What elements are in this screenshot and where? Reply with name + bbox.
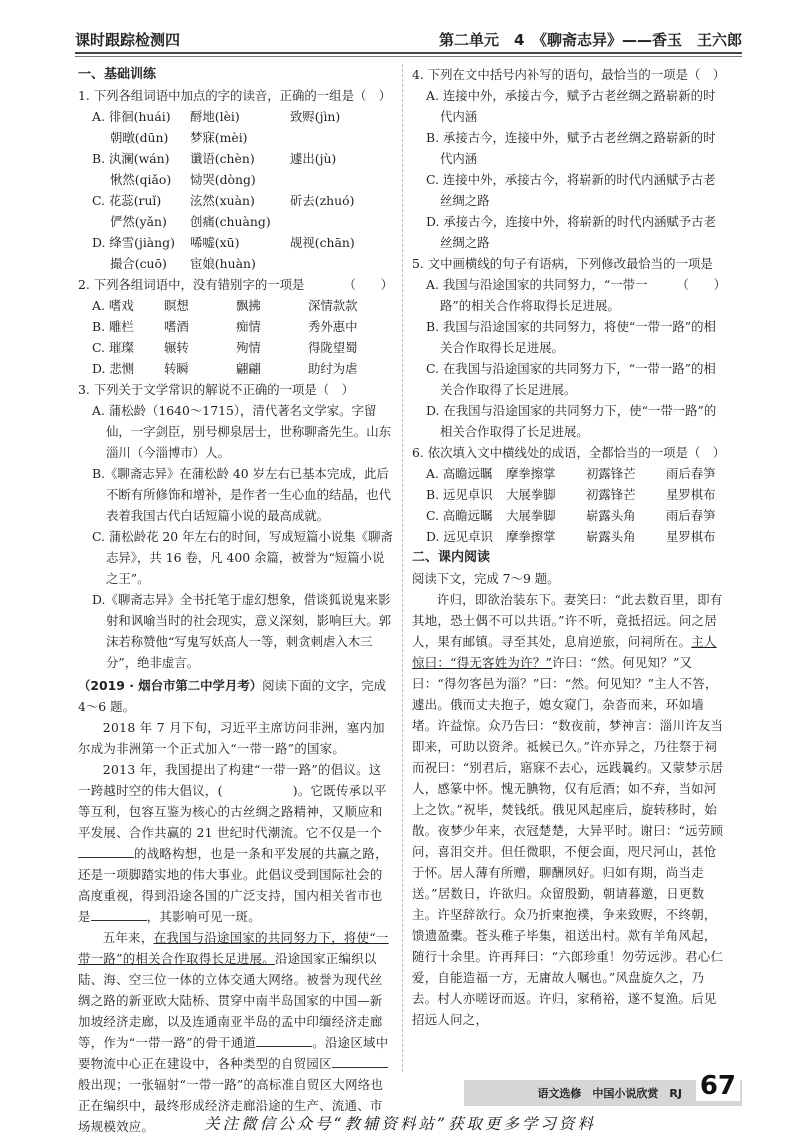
q3-opt-d: D.《聊斋志异》全书托笔于虚幻想象，借谈狐说鬼来影射和讽喻当时的社会现实，意义深刻，影响巨大。郭沫若称赞他“写鬼写妖高人一等，刺贪刺虐入木三分”，绝非虚言。 <box>92 592 391 670</box>
q2-c-1: C. 璀璨 <box>92 340 134 355</box>
q1-opt-a-4: 朝暾(dūn) <box>110 130 169 145</box>
question-1 <box>78 85 393 274</box>
q1-opt-b-4: 愀然(qiǎo) <box>110 172 172 187</box>
para-2-part-a: 2013 年，我国提出了构建“一带一路”的倡议。这一跨越时空的伟大倡议，( <box>78 762 382 798</box>
q6-stem: 6. 依次填入文中横线处的成语，全都恰当的一项是（ ） <box>412 445 726 460</box>
page-number: 67 <box>696 1071 740 1101</box>
q1-opt-c-5: 创痛(chuàng) <box>190 214 271 229</box>
q6-d-4: 星罗棋布 <box>666 529 716 544</box>
para-3-part-c: 。沿途区域中要物流中心正在建设中，各种类型的自贸园区 <box>78 1035 389 1071</box>
q1-opt-a-2: 酹地(lèi) <box>190 109 240 124</box>
handwritten-watermark: 关注微信公众号“教辅资料站”获取更多学习资料 <box>204 1115 596 1133</box>
header-rule <box>75 52 742 54</box>
page-header <box>75 22 742 50</box>
q2-c-2: 辗转 <box>164 340 189 355</box>
classical-text-underlined: 主人惊曰：“得无客姓为许？” <box>412 634 717 670</box>
q6-d-3: 崭露头角 <box>586 529 636 544</box>
question-5 <box>412 253 726 442</box>
q1-opt-b-3: 遽出(jù) <box>290 151 337 166</box>
passage-instruction: 阅读下面的文字，完成 4～6 题。 <box>78 678 387 714</box>
passage-para-1: 2018 年 7 月下旬，习近平主席访问非洲，塞内加尔成为非洲第一个正式加入“一带一路”的国家。 <box>78 720 385 756</box>
classical-text <box>412 589 726 1030</box>
q6-c-3: 崭露头角 <box>586 508 636 523</box>
footer-book-title: 语文选修 中国小说欣赏 RJ <box>537 1087 682 1100</box>
q6-c-2: 大展拳脚 <box>506 508 556 523</box>
q5-stem-line <box>412 253 726 292</box>
q1-opt-c-2: 泫然(xuàn) <box>190 193 255 208</box>
right-column <box>412 64 726 1030</box>
q6-a-3: 初露锋芒 <box>586 466 636 481</box>
q6-b-4: 星罗棋布 <box>666 487 716 502</box>
para-2-part-d: ，其影响可见一斑。 <box>146 909 261 924</box>
question-4 <box>412 64 726 253</box>
q4-opt-b: B. 承接古今，连接中外，赋予古老丝绸之路崭新的时代内涵 <box>426 130 716 166</box>
para-3-part-a: 五年来， <box>102 930 154 945</box>
classical-text-part-1: 许归，即欲治装东下。妻笑曰：“此去数百里，即有其地，恐土偶不可以共语。”许不听，竟抵招远。问之居人，果有邮镇。寻至其处，息肩逆旅，问祠所在。 <box>412 592 723 649</box>
q2-stem-line <box>78 274 393 295</box>
q3-opt-b: B.《聊斋志异》在蒲松龄 40 岁左右已基本完成，此后不断有所修饰和增补，是作者一生心血的结晶，也代表着我国古代白话短篇小说的最高成就。 <box>92 466 391 523</box>
q2-c-3: 殉情 <box>236 340 261 355</box>
blank-4 <box>332 1055 388 1068</box>
q6-c-4: 雨后春笋 <box>666 508 716 523</box>
section-in-class-reading: 二、课内阅读 <box>412 550 491 565</box>
q1-opt-b-1: B. 汍澜(wán) <box>92 151 170 166</box>
blank-2 <box>91 908 147 921</box>
q3-stem: 3. 下列关于文学常识的解说不正确的一项是（ ） <box>78 382 354 397</box>
q2-a-4: 深情款款 <box>308 298 358 313</box>
header-left-title: 课时跟踪检测四 <box>75 31 181 49</box>
column-divider <box>402 64 403 1072</box>
q1-opt-b-2: 谶语(chèn) <box>190 151 255 166</box>
q4-stem: 4. 下列在文中括号内补写的语句，最恰当的一项是（ ） <box>412 67 726 82</box>
q1-opt-c-3: 斫去(zhuó) <box>290 193 355 208</box>
para-2-part-b: )。它既传承以平等互利，包容互鉴为核心的古丝绸之路精神，又顺应和平发展、合作共赢的 21 世纪时代潮流。它不仅是一个 <box>78 783 387 840</box>
q1-opt-d-4: 撮合(cuō) <box>110 256 167 271</box>
classical-text-part-2: 许曰：“然。何见知？”又曰：“得勿客邑为淄？”曰：“然。何见知？”主人不答，遽出。俄而丈夫抱子，媳女窥门，杂沓而来，环如墙堵。许益惊。众乃告曰：“数夜前，梦神言：淄川许友当即来，可助以资斧。祗候已久。”许亦异之，乃往祭于祠而祝曰：“别君后，寤寐不去心，远践曩约。又蒙梦示居人，感篆中怀。愧无腆物，仅有卮酒；如不弃，当如河上之饮。”祝毕，焚钱纸。俄见风起座后，旋转移时，始散。夜梦少年来，衣冠楚楚，大异平时。谢曰：“远劳顾问，喜泪交并。但任微职，不便会面，咫尺河山，甚怆于怀。居人薄有所赠，聊酬夙好。归如有期，尚当走送。”居数日，许欲归。众留殷勤，朝请暮邀，日更数主。许坚辞欲行。众乃折柬抱襆，争来致赆，不终朝，馈遗盈橐。苍头稚子毕集，祖送出村。欻有羊角风起，随行十余里。许再拜曰：“六郎珍重！勿劳远涉。君心仁爱，自能造福一方，无庸故人嘱也。”风盘旋久之，乃去。村人亦嗟讶而返。许归，家稍裕，遂不复渔。后见招远人问之， <box>412 655 724 1027</box>
q6-d-2: 摩拳擦掌 <box>506 529 556 544</box>
passage-source-line <box>78 675 393 717</box>
q5-opt-b: B. 我国与沿途国家的共同努力，将使“一带一路”的相关合作取得长足进展。 <box>426 319 716 355</box>
para-3-part-b: 沿途国家正编织以陆、海、空三位一体的立体交通大网络。被誉为现代丝绸之路的新亚欧大陆桥、贯穿中南半岛国家的中国—新加坡经济走廊，以及连通南亚半岛的孟中印缅经济走廊等，作为“一带一路”的骨干通道 <box>78 951 383 1050</box>
q2-c-4: 得陇望蜀 <box>308 340 358 355</box>
q2-answer-bracket: （ ） <box>343 277 393 292</box>
question-3 <box>78 379 393 673</box>
q2-a-1: A. 嗜戏 <box>92 298 134 313</box>
question-2 <box>78 274 393 379</box>
q5-stem: 5. 文中画横线的句子有语病，下列修改最恰当的一项是 <box>412 256 713 271</box>
q5-opt-c: C. 在我国与沿途国家的共同努力下，“一带一路”的相关合作取得了长足进展。 <box>426 361 716 397</box>
q6-a-2: 摩拳擦掌 <box>506 466 556 481</box>
q2-b-2: 嗜酒 <box>164 319 189 334</box>
reading-instruction: 阅读下文，完成 7～9 题。 <box>412 571 560 586</box>
q4-opt-a: A. 连接中外，承接古今，赋予古老丝绸之路崭新的时代内涵 <box>426 88 716 124</box>
q3-opt-c: C. 蒲松龄花 20 年左右的时间，写成短篇小说集《聊斋志异》，共 16 卷，凡 400 余篇，被誉为“短篇小说之王”。 <box>92 529 393 586</box>
q1-opt-a-3: 致赆(jìn) <box>290 109 341 124</box>
q1-opt-d-1: D. 绛雪(jiàng) <box>92 235 175 250</box>
q4-opt-d: D. 承接古今，连接中外，将崭新的时代内涵赋予古老丝绸之路 <box>426 214 716 250</box>
q2-a-3: 飘拂 <box>236 298 261 313</box>
passage-para-2 <box>78 759 393 927</box>
q1-opt-c-1: C. 花蕊(ruǐ) <box>92 193 162 208</box>
section-basic-training: 一、基础训练 <box>78 67 157 82</box>
q1-opt-a-5: 梦寐(mèi) <box>190 130 248 145</box>
q2-a-2: 瞑想 <box>164 298 189 313</box>
q6-b-2: 大展拳脚 <box>506 487 556 502</box>
q6-c-1: C. 高瞻远瞩 <box>426 508 493 523</box>
q2-b-3: 痴情 <box>236 319 261 334</box>
q2-d-2: 转瞬 <box>164 361 189 376</box>
question-6 <box>412 442 726 547</box>
q2-b-4: 秀外惠中 <box>308 319 358 334</box>
q2-d-3: 翩翩 <box>236 361 261 376</box>
passage-para-3 <box>78 927 393 1137</box>
q1-opt-c-4: 俨然(yǎn) <box>110 214 167 229</box>
q5-answer-bracket: （ ） <box>676 277 726 292</box>
q1-opt-d-5: 宦娘(huàn) <box>190 256 256 271</box>
header-rule-thin <box>75 56 742 57</box>
para-3-underlined-sentence: 在我国与沿途国家的共同努力下，将使“一带一路”的相关合作取得长足进展。 <box>78 930 389 966</box>
q1-opt-a-1: A. 徘徊(huái) <box>92 109 171 124</box>
q1-opt-d-2: 唏嘘(xū) <box>190 235 240 250</box>
q1-opt-d-3: 觇视(chān) <box>290 235 355 250</box>
q6-a-1: A. 高瞻远瞩 <box>426 466 493 481</box>
q2-b-1: B. 雕栏 <box>92 319 134 334</box>
q2-d-4: 助纣为虐 <box>308 361 358 376</box>
q6-d-1: D. 远见卓识 <box>426 529 493 544</box>
q5-opt-a: A. 我国与沿途国家的共同努力，“一带一路”的相关合作将取得长足进展。 <box>426 277 648 313</box>
left-column <box>78 64 393 1137</box>
header-right-title: 第二单元 4 《聊斋志异》——香玉 王六郎 <box>439 31 742 49</box>
q2-stem: 2. 下列各组词语中，没有错别字的一项是 <box>78 277 305 292</box>
para-2-part-c: 的战略构想，也是一条和平发展的共赢之路，还是一项脚踏实地的伟大事业。此倡议受到国际社会的高度重视，得到沿途各国的广泛支持，国内相关省市也是 <box>78 846 388 924</box>
blank-3 <box>256 1034 312 1047</box>
blank-1 <box>78 845 134 858</box>
q3-opt-a: A. 蒲松龄（1640～1715），清代著名文学家。字留仙，一字剑臣，别号柳泉居士，世称聊斋先生。山东淄川（今淄博市）人。 <box>92 403 391 460</box>
q5-opt-d: D. 在我国与沿途国家的共同努力下，使“一带一路”的相关合作取得了长足进展。 <box>426 403 717 439</box>
q1-stem: 1. 下列各组词语中加点的字的读音，正确的一组是（ ） <box>78 88 392 103</box>
reading-passage-4-6 <box>78 675 393 1137</box>
q6-a-4: 雨后春笋 <box>666 466 716 481</box>
q4-opt-c: C. 连接中外，承接古今，将崭新的时代内涵赋予古老丝绸之路 <box>426 172 716 208</box>
q6-b-1: B. 远见卓识 <box>426 487 493 502</box>
q6-b-3: 初露锋芒 <box>586 487 636 502</box>
q2-d-1: D. 悲恻 <box>92 361 135 376</box>
q1-opt-b-5: 恸哭(dòng) <box>190 172 256 187</box>
para-3-part-d: 般出现；一张辐射“一带一路”的高标准自贸区大网络也正在编织中，最终形成经济走廊沿途的生产、流通、市场规模效应。 <box>78 1077 384 1134</box>
passage-source: （2019 · 烟台市第二中学月考） <box>78 678 263 693</box>
